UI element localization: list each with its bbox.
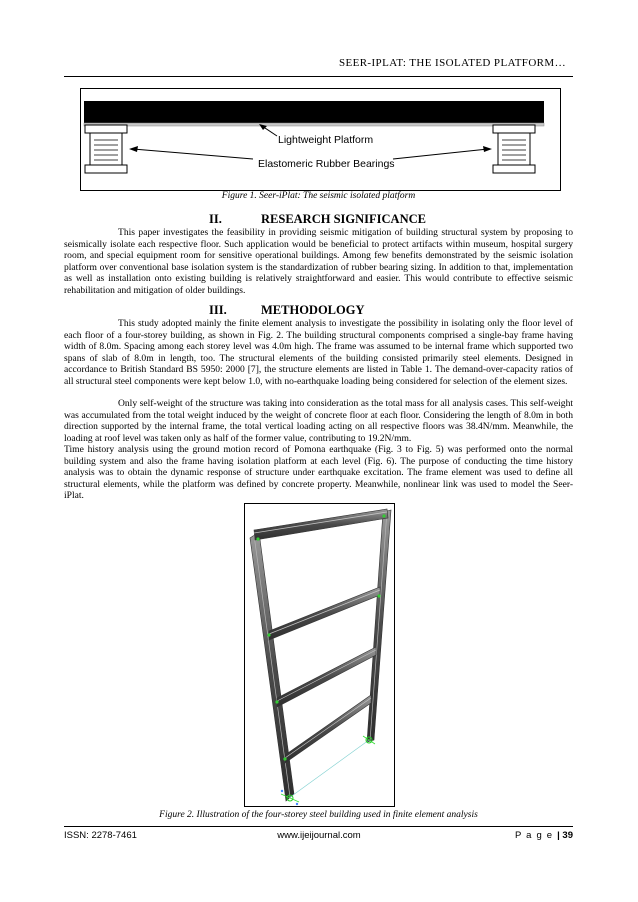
section-3-title: METHODOLOGY — [261, 303, 365, 317]
bearing-left — [85, 125, 127, 173]
floor-beam-3 — [269, 587, 380, 640]
section-2-number: II. — [209, 212, 222, 226]
section-3-paragraph-3: Time history analysis using the ground motion record of Pomona earthquake (Fig. 3 to Fig. 5) was performed onto the normal building system and also the frame having isolation platform at each level (Fig. 6). The purpose of conducting the time history analysis was to obtain the dynamic response of structure under earthquake excitation. The frame element was used to define all structural elements, while the platform was defined by concrete property. Meanwhile, nonlinear link was used to model the Seer-iPlat. — [64, 444, 573, 502]
section-3-paragraph-1: This study adopted mainly the finite element analysis to investigate the possibility in isolating only the floor level of each floor of a four-storey building, as shown in Fig. 2. The building structural components comprised a single-bay frame having width of 8.0m. Spacing among each storey level was 4.0m high. The frame was assumed to be internal frame which supported two spans of slab of 8.0m in length, too. The structural elements of the building consisted primarily steel elements. Designed in accordance to British Standard BS 5950: 2000 [7], the structure elements are listed in Table 1. The demand-over-capacity ratios of all structural steel components were kept below 1.0, with no-earthquake loading being considered for selection of the element sizes. — [64, 318, 573, 387]
roof-beam — [254, 509, 388, 540]
footer-rule — [64, 826, 573, 827]
footer-page-number: | 39 — [557, 830, 573, 841]
figure-2-caption: Figure 2. Illustration of the four-storey steel building used in finite element analysis — [159, 810, 478, 820]
figure-1-caption: Figure 1. Seer-iPlat: The seismic isolated platform — [221, 191, 416, 201]
section-3-paragraph-2: Only self-weight of the structure was taking into consideration as the total mass for all analysis cases. This self-weight was accumulated from the total weight induced by the weight of concrete floor at each floor. Considering the length of 8.0m in both direction supported by the internal frame, the total vertical loading acting on all respective floors was 38.4N/mm. Meanwhile, the loading at roof level was taken only as half of the former value, contributing to 19.2N/mm. — [64, 398, 573, 444]
figure-1 — [80, 88, 561, 191]
label-elastomeric-bearings: Elastomeric Rubber Bearings — [258, 158, 395, 170]
right-column — [367, 510, 391, 742]
figure-1-drawing — [81, 89, 560, 190]
footer-issn: ISSN: 2278-7461 — [64, 830, 137, 841]
figure-2-frame-model — [245, 504, 394, 806]
floor-beam-2 — [277, 647, 376, 707]
section-3-number: III. — [209, 303, 227, 317]
section-2-title: RESEARCH SIGNIFICANCE — [261, 212, 426, 226]
figure-2 — [244, 503, 395, 807]
footer-page-label: P a g e — [514, 830, 554, 841]
running-header: SEER-IPLAT: THE ISOLATED PLATFORM… — [338, 57, 566, 69]
footer-website: www.ijeijournal.com — [277, 830, 361, 841]
floor-beam-1 — [285, 695, 371, 763]
platform-slab — [84, 101, 544, 123]
header-rule — [64, 76, 573, 77]
platform-underside — [84, 123, 544, 126]
section-2-paragraph: This paper investigates the feasibility in providing seismic mitigation of building structural system by proposing to seismically isolate each respective floor. Such application would be beneficial to protect artifacts within museum, hospital surgery room, and special equipment room for sensitive operational buildings. Among few benefits demonstrated by the seismic isolation platform over conventional base isolation system is the standardization of rubber bearing sizing. In addition to that, implementation as well as installation onto existing building is relatively straightforward and easier. This would contribute to effective seismic rehabilitation and mitigation of older buildings. — [64, 227, 573, 296]
bearing-right — [493, 125, 535, 173]
label-lightweight-platform: Lightweight Platform — [278, 134, 374, 146]
footer-page — [515, 830, 573, 841]
